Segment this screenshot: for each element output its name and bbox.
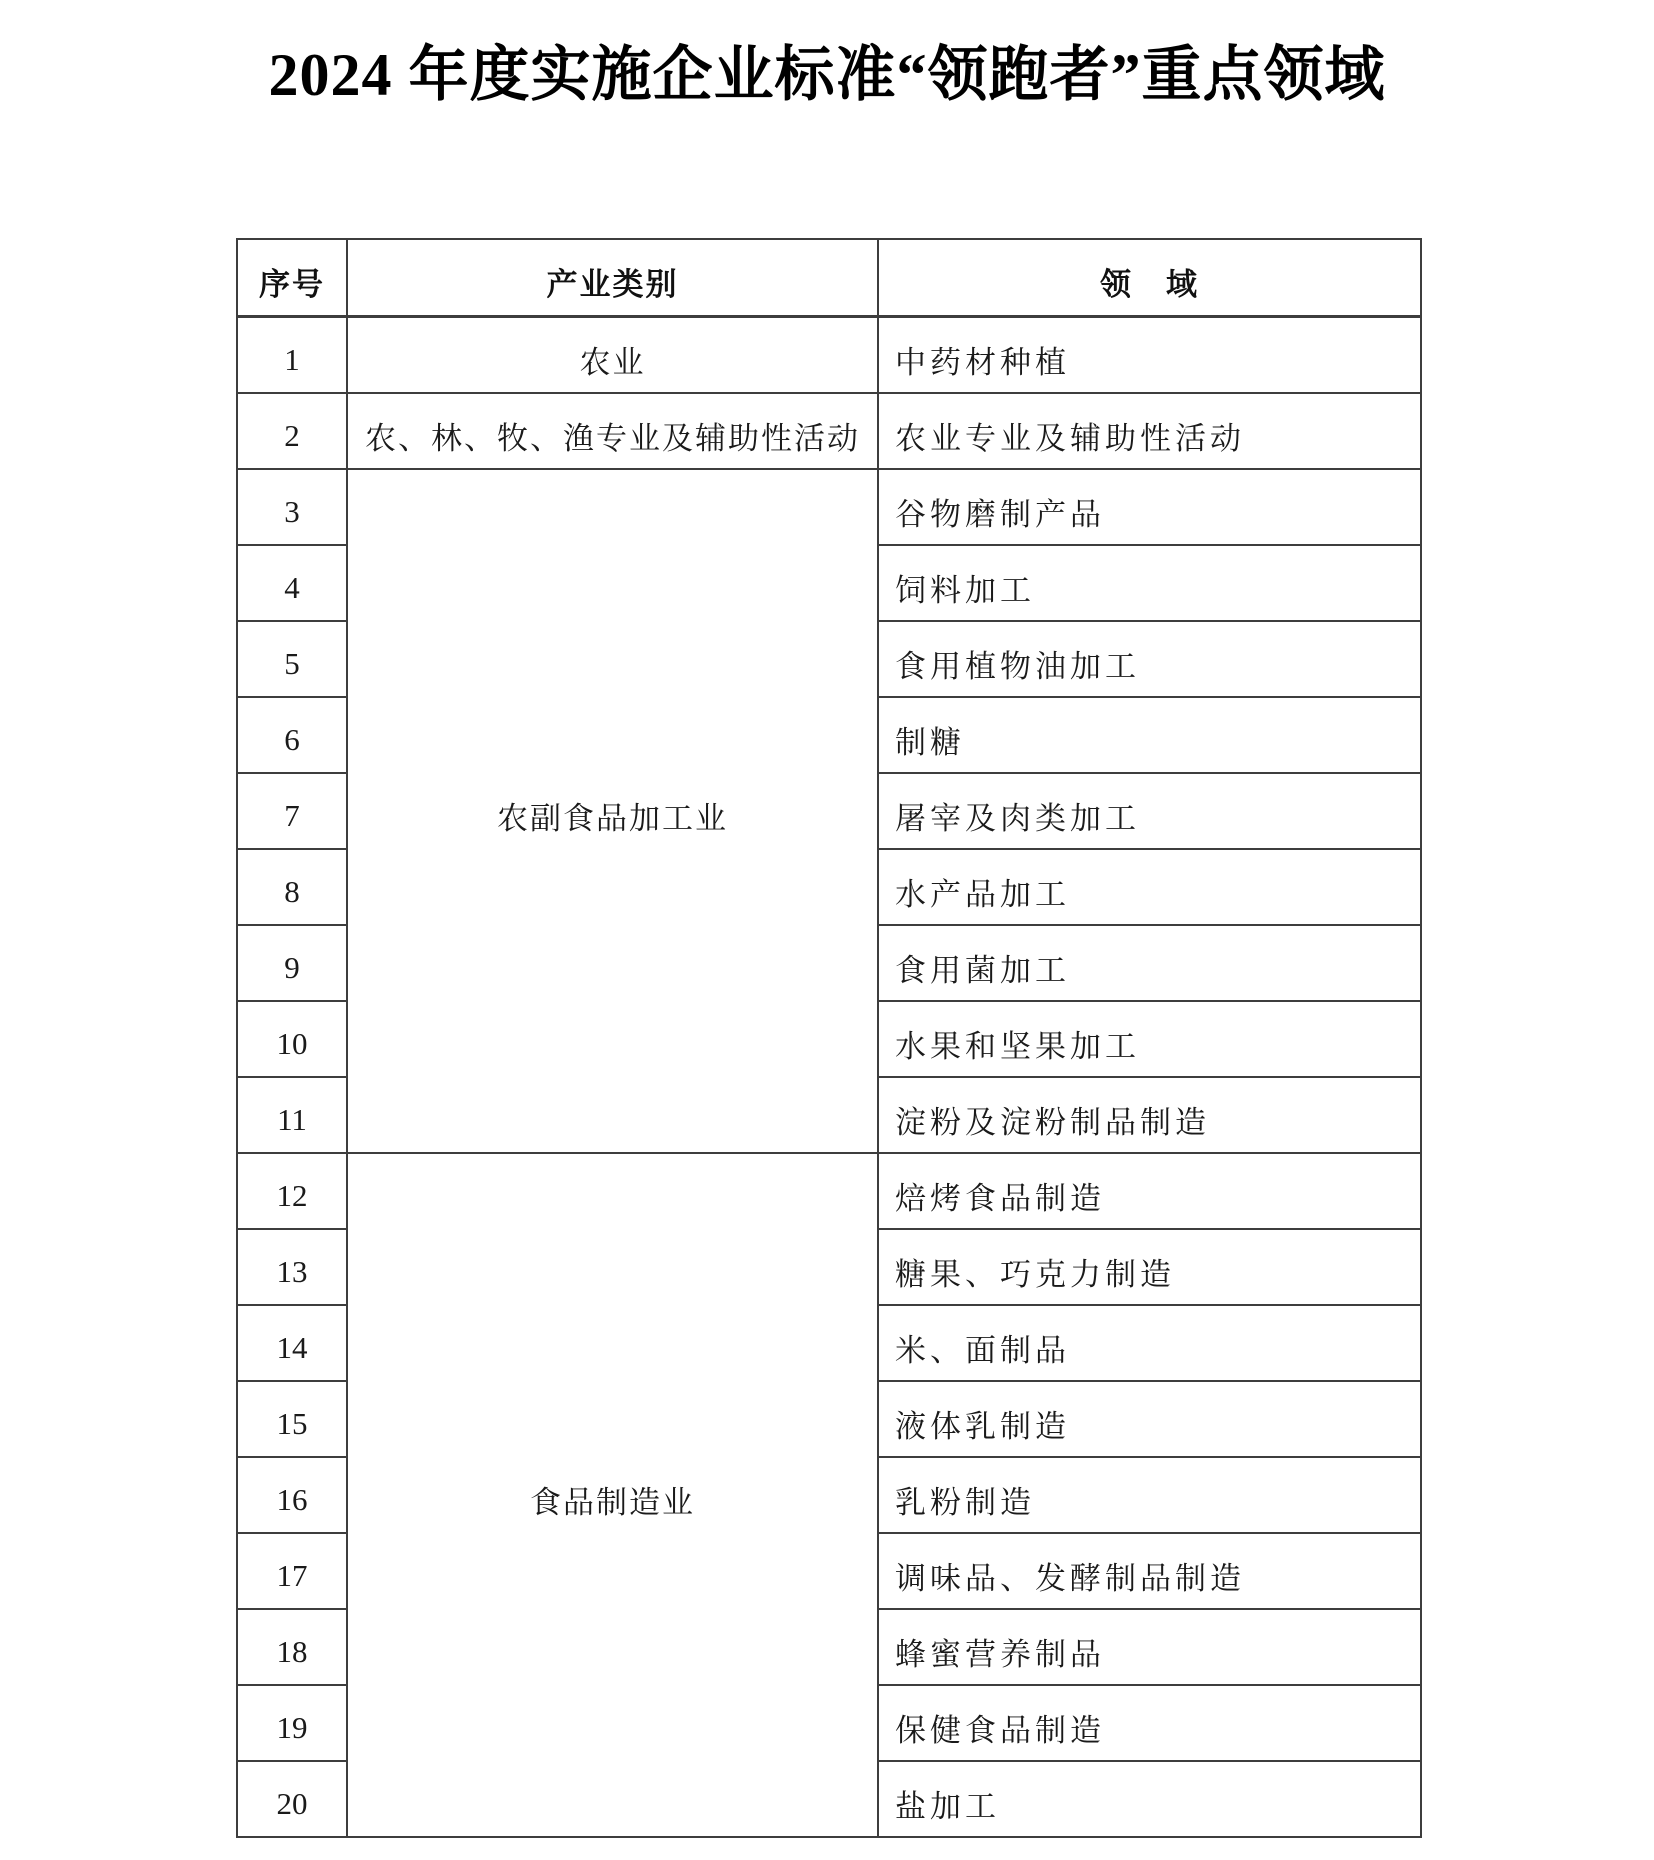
category-cell: 农业 bbox=[347, 317, 878, 394]
table-body bbox=[237, 317, 1421, 1838]
header-cell-field: 领 域 bbox=[878, 239, 1421, 317]
leading-areas-table bbox=[236, 238, 1422, 1838]
field-cell: 屠宰及肉类加工 bbox=[878, 773, 1421, 849]
row-number-cell: 17 bbox=[237, 1533, 347, 1609]
row-number-cell: 10 bbox=[237, 1001, 347, 1077]
field-cell: 米、面制品 bbox=[878, 1305, 1421, 1381]
header-cell-no: 序号 bbox=[237, 239, 347, 317]
row-number-cell: 9 bbox=[237, 925, 347, 1001]
field-cell: 糖果、巧克力制造 bbox=[878, 1229, 1421, 1305]
field-cell: 蜂蜜营养制品 bbox=[878, 1609, 1421, 1685]
table-header bbox=[237, 239, 1421, 317]
row-number-cell: 7 bbox=[237, 773, 347, 849]
header-row bbox=[237, 239, 1421, 317]
header-cell-category: 产业类别 bbox=[347, 239, 878, 317]
table-row bbox=[237, 393, 1421, 469]
field-cell: 饲料加工 bbox=[878, 545, 1421, 621]
row-number-cell: 8 bbox=[237, 849, 347, 925]
field-cell: 水产品加工 bbox=[878, 849, 1421, 925]
page-title: 2024 年度实施企业标准“领跑者”重点领域 bbox=[268, 42, 1386, 108]
field-cell: 盐加工 bbox=[878, 1761, 1421, 1837]
field-cell: 谷物磨制产品 bbox=[878, 469, 1421, 545]
category-cell: 食品制造业 bbox=[347, 1153, 878, 1837]
field-cell: 食用菌加工 bbox=[878, 925, 1421, 1001]
field-cell: 液体乳制造 bbox=[878, 1381, 1421, 1457]
row-number-cell: 4 bbox=[237, 545, 347, 621]
row-number-cell: 3 bbox=[237, 469, 347, 545]
row-number-cell: 6 bbox=[237, 697, 347, 773]
row-number-cell: 12 bbox=[237, 1153, 347, 1229]
row-number-cell: 1 bbox=[237, 317, 347, 394]
row-number-cell: 19 bbox=[237, 1685, 347, 1761]
field-cell: 食用植物油加工 bbox=[878, 621, 1421, 697]
field-cell: 焙烤食品制造 bbox=[878, 1153, 1421, 1229]
field-cell: 乳粉制造 bbox=[878, 1457, 1421, 1533]
row-number-cell: 20 bbox=[237, 1761, 347, 1837]
field-cell: 农业专业及辅助性活动 bbox=[878, 393, 1421, 469]
field-cell: 保健食品制造 bbox=[878, 1685, 1421, 1761]
category-cell: 农、林、牧、渔专业及辅助性活动 bbox=[347, 393, 878, 469]
row-number-cell: 2 bbox=[237, 393, 347, 469]
row-number-cell: 13 bbox=[237, 1229, 347, 1305]
row-number-cell: 11 bbox=[237, 1077, 347, 1153]
table-row bbox=[237, 317, 1421, 394]
table-row bbox=[237, 1153, 1421, 1229]
field-cell: 制糖 bbox=[878, 697, 1421, 773]
row-number-cell: 16 bbox=[237, 1457, 347, 1533]
field-cell: 水果和坚果加工 bbox=[878, 1001, 1421, 1077]
category-cell: 农副食品加工业 bbox=[347, 469, 878, 1153]
table-row bbox=[237, 469, 1421, 545]
row-number-cell: 14 bbox=[237, 1305, 347, 1381]
field-cell: 中药材种植 bbox=[878, 317, 1421, 394]
row-number-cell: 18 bbox=[237, 1609, 347, 1685]
row-number-cell: 5 bbox=[237, 621, 347, 697]
field-cell: 淀粉及淀粉制品制造 bbox=[878, 1077, 1421, 1153]
field-cell: 调味品、发酵制品制造 bbox=[878, 1533, 1421, 1609]
row-number-cell: 15 bbox=[237, 1381, 347, 1457]
